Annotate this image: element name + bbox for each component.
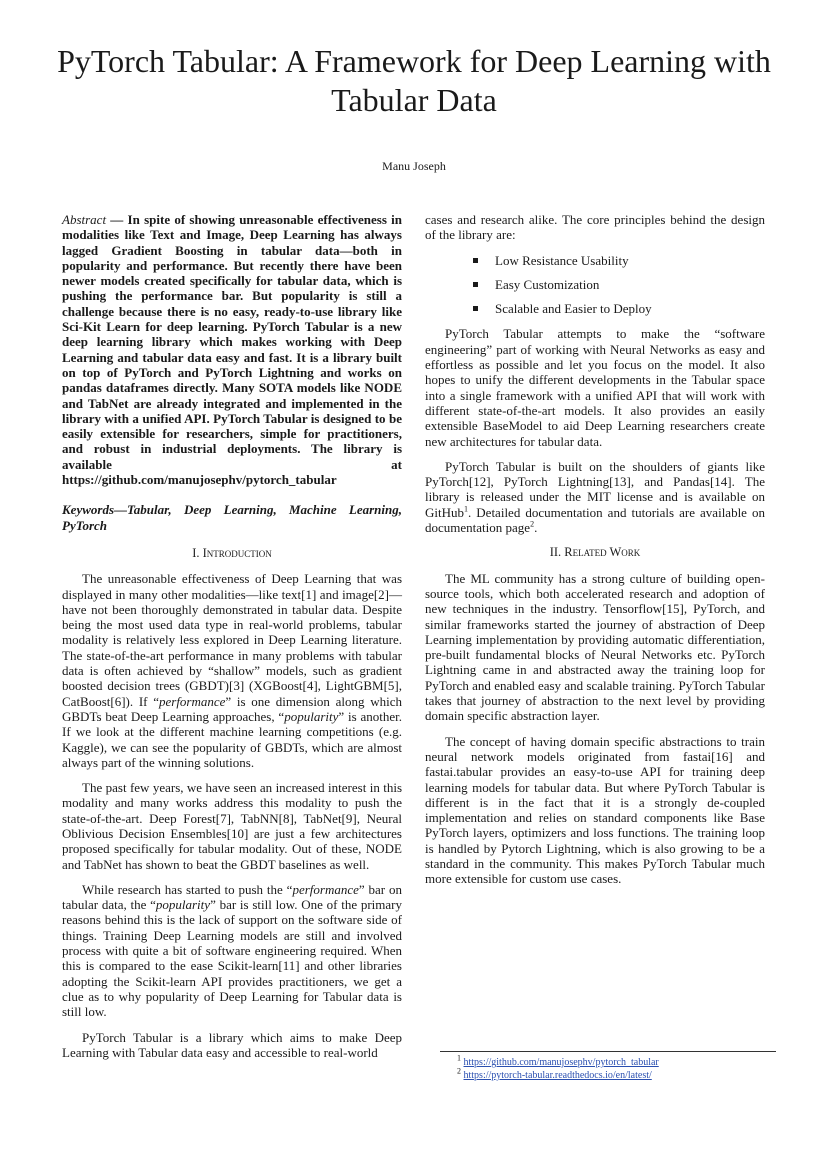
text-run: While research has started to push the “ xyxy=(82,881,293,897)
square-bullet-icon xyxy=(473,258,478,263)
text-run: . xyxy=(534,520,538,536)
section-number: II. xyxy=(549,545,562,560)
emphasis: popularity xyxy=(155,897,211,913)
section-title: Related Work xyxy=(564,545,641,560)
section-title: Introduction xyxy=(202,545,272,560)
square-bullet-icon xyxy=(473,306,478,311)
list-item-text: Easy Customization xyxy=(495,276,600,292)
emphasis: performance xyxy=(292,881,359,897)
footnotes xyxy=(457,1053,659,1082)
paragraph xyxy=(62,882,402,1020)
paragraph: The concept of having domain specific abstractions to train neural network models originated from fastai[16] and fastai.tabular provides an easy-to-use API for training deep learning models for tabular data. But where PyTorch Tabular is different is in the fact that it is a strongly de-coupled implementation and relies on standard components like Base PyTorch layers, optimizers and loss functions. The training loop is handled by Pytorch Lightning, which is also growing to be a standard in the community. This makes PyTorch Tabular much more extensible for custom use cases. xyxy=(425,733,765,887)
square-bullet-icon xyxy=(473,282,478,287)
footnote xyxy=(457,1053,659,1069)
list-item-text: Low Resistance Usability xyxy=(495,252,629,268)
paragraph xyxy=(425,459,765,535)
abstract-label: Abstract xyxy=(62,212,107,227)
paragraph: The past few years, we have seen an increased interest in this modality and many works address this modality to push the state-of-the-art. Deep Forest[7], TabNN[8], TabNet[9], Neural Oblivious Decision Ensembles[10] are just a few architectures proposed specifically for tabular modality. Out of these, NODE and TabNet has shown to beat the GBDT baselines as well. xyxy=(62,780,402,872)
footnote-link[interactable]: https://pytorch-tabular.readthedocs.io/en/latest/ xyxy=(463,1070,652,1081)
list-item xyxy=(473,253,765,268)
footnote-link[interactable]: https://github.com/manujosephv/pytorch_tabular xyxy=(463,1057,659,1068)
paragraph: The ML community has a strong culture of building open-source tools, which both accelerated research and adoption of new techniques in the industry. Tensorflow[15], PyTorch, and similar frameworks started the journey of abstraction of Deep Learning implementation by providing automatic differentiation, pre-built fundamental blocks of Neural Networks etc. PyTorch Lightning came in and abstracted away the training loop for PyTorch and enabled easy and scalable training. PyTorch Tabular takes that journey of abstraction to the next level by providing domain specific abstraction layer. xyxy=(425,570,765,724)
abstract xyxy=(62,212,402,487)
list-item xyxy=(473,301,765,316)
list-item-text: Scalable and Easier to Deploy xyxy=(495,301,652,317)
footnote-number: 1 xyxy=(457,1053,461,1063)
footnote-divider xyxy=(440,1051,776,1052)
list-item xyxy=(473,277,765,292)
left-column xyxy=(62,212,402,1070)
section-heading-introduction xyxy=(62,546,402,561)
section-heading-related-work xyxy=(425,545,765,560)
principles-list xyxy=(425,253,765,317)
text-run: ” is one dimension along which GBDTs beat Deep Learning approaches, “ xyxy=(62,693,402,724)
paragraph xyxy=(62,571,402,770)
emphasis: performance xyxy=(158,693,226,709)
paragraph-continued: cases and research alike. The core principles behind the design of the library are: xyxy=(425,212,765,243)
text-run: PyTorch Tabular is built on the shoulders of giants like PyTorch[12], PyTorch Lightning[13], and Pandas[14]. The library is released under the MIT license and is available on GitHub xyxy=(425,458,765,520)
text-run: The unreasonable effectiveness of Deep Learning that was displayed in many other modalities—like text[1] and image[2]—have not been thoroughly demonstrated in tabular data. Despite being the most used data type in real-world problems, tabular modality is relatively less explored in Deep Learning literature. The state-of-the-art performance in many problems with tabular data is often achieved by “shallow” models, such as gradient boosted decision trees (GBDT)[3] (XGBoost[4], LightGBM[5], CatBoost[6]). If “ xyxy=(62,571,402,709)
paragraph: PyTorch Tabular is a library which aims to make Deep Learning with Tabular data easy and accessible to real-world xyxy=(62,1029,402,1060)
footnote xyxy=(457,1066,659,1082)
author-name: Manu Joseph xyxy=(382,159,446,173)
text-run: ” bar on tabular data, the “ xyxy=(62,881,402,913)
footnote-marker: 1 xyxy=(464,504,468,514)
text-run: ” bar is still low. One of the primary reasons behind this is the lack of support on the software side of things. Training Deep Learning models are still and involved process with quite a bit of software engineering required. When this is compared to the ease Scikit-learn[11] and other libraries adopting the Scikit-learn API provides practitioners, we get a clue as to why popularity of Deep Learning for Tabular data is still low. xyxy=(62,897,402,1020)
keywords: Keywords—Tabular, Deep Learning, Machine Learning, PyTorch xyxy=(62,502,402,533)
right-column xyxy=(425,212,765,897)
text-run: ” is another. If we look at the different machine learning competitions (e.g. Kaggle), we can see the popularity of GBDTs, which are almost always part of the winning solutions. xyxy=(62,708,402,770)
footnote-marker: 2 xyxy=(530,519,535,529)
paper-title: PyTorch Tabular: A Framework for Deep Learning with Tabular Data xyxy=(57,43,771,118)
section-number: I. xyxy=(192,545,200,560)
text-run: . Detailed documentation and tutorials are available on documentation page xyxy=(425,504,765,536)
emphasis: popularity xyxy=(284,708,339,724)
footnote-number: 2 xyxy=(457,1066,461,1076)
abstract-text: — In spite of showing unreasonable effectiveness in modalities like Text and Image, Deep Learning has always lagged Gradient Boosting in tabular data—both in popularity and performance. But recently there have been newer models created specifically for tabular data, which is pushing the performance bar. But popularity is still a challenge because there is no easy, ready-to-use library like Sci-Kit Learn for deep learning. PyTorch Tabular is a new deep learning library which makes working with Deep Learning and tabular data easy and fast. It is a library built on top of PyTorch and PyTorch Lightning and works on pandas dataframes directly. Many SOTA models like NODE and TabNet are already integrated and implemented in the library with a unified API. PyTorch Tabular is designed to be easily extensible for researchers, simple for practitioners, and robust in industrial deployments. The library is available at https://github.com/manujosephv/pytorch_tabular xyxy=(62,212,402,488)
paragraph: PyTorch Tabular attempts to make the “software engineering” part of working with Neural Networks as easy and effortless as possible and let you focus on the model. It also hopes to unify the different developments in the Tabular space into a single framework with a unified API that will work with different state-of-the-art models. It also provides an easily extensible BaseModel to aid Deep Learning researchers create new architectures for tabular data. xyxy=(425,326,765,449)
